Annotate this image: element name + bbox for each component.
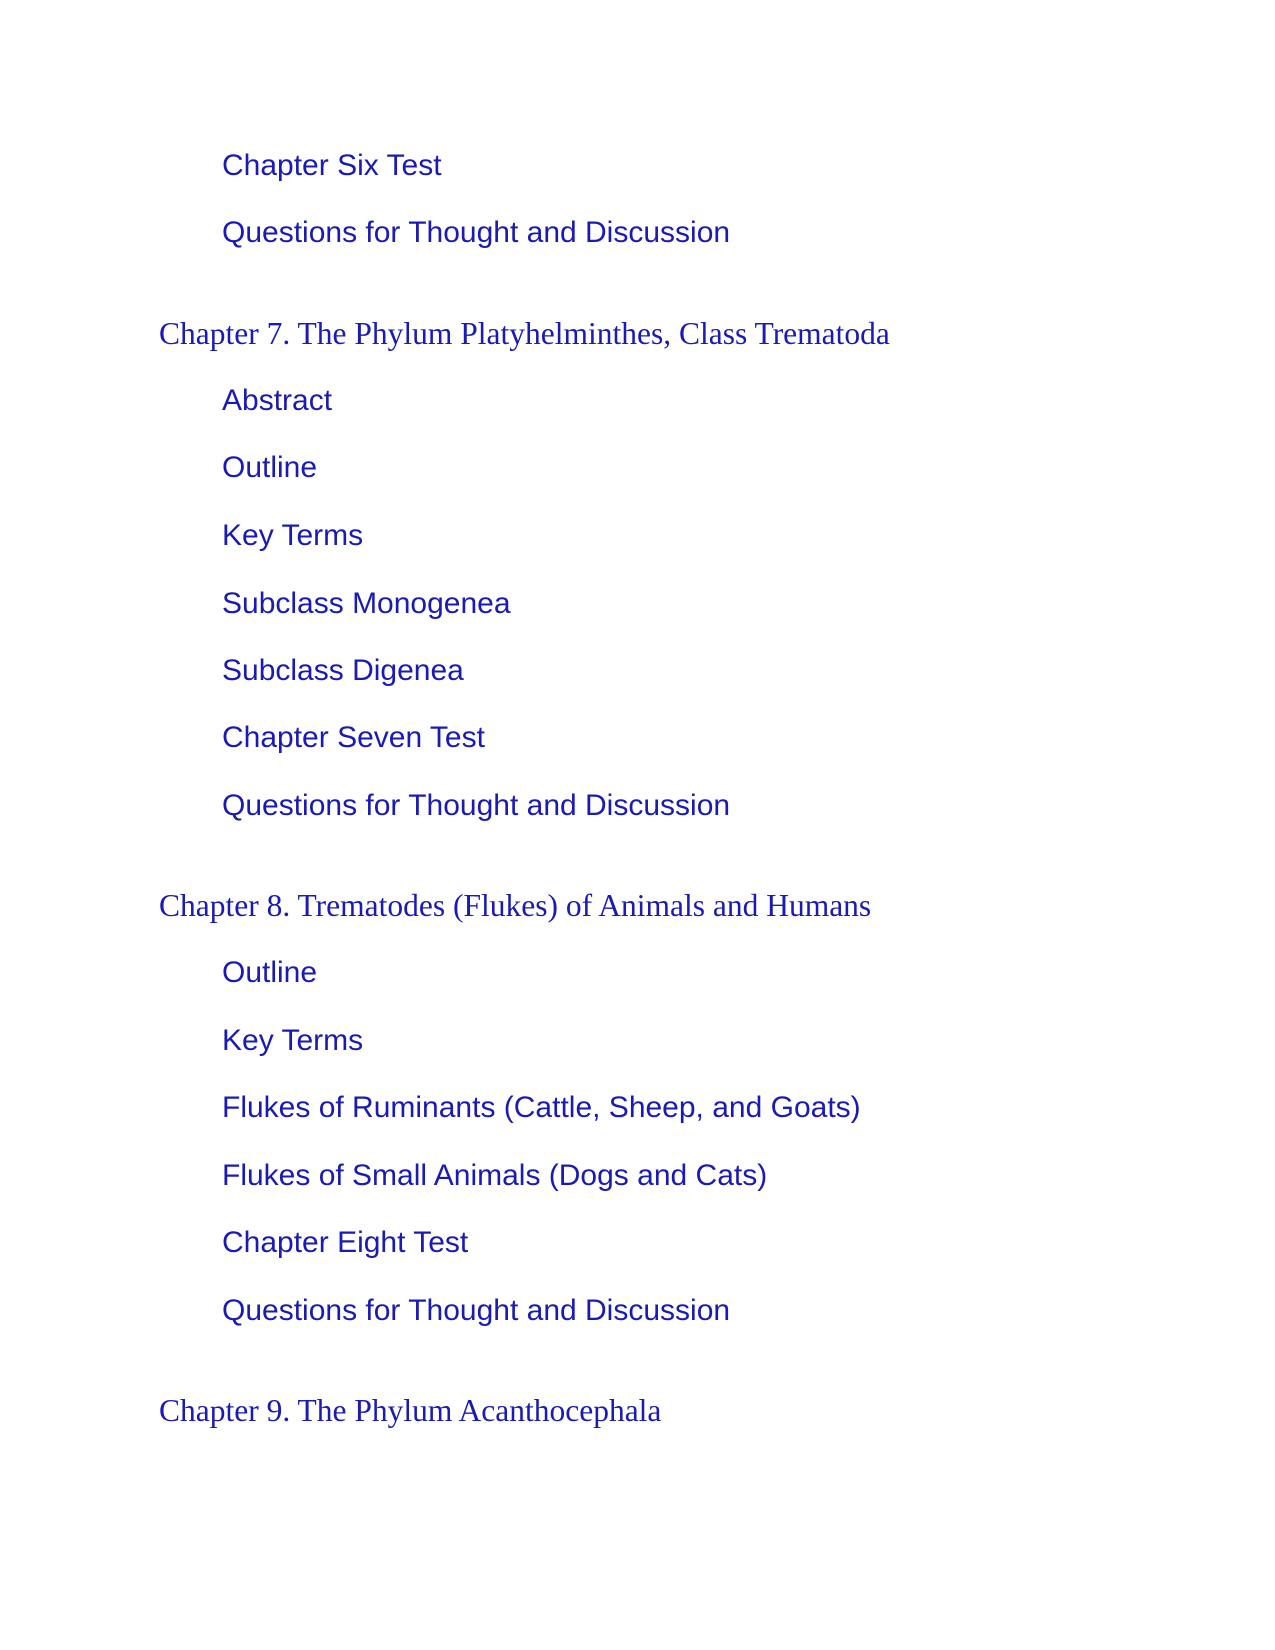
toc-link-flukes-of-small-animals[interactable]: Flukes of Small Animals (Dogs and Cats) bbox=[222, 1159, 768, 1192]
toc-link-chapter-9[interactable]: Chapter 9. The Phylum Acanthocephala bbox=[159, 1393, 662, 1428]
toc-link-chapter8-outline[interactable]: Outline bbox=[222, 956, 318, 989]
toc-link-subclass-digenea[interactable]: Subclass Digenea bbox=[222, 654, 464, 687]
toc-link-chapter8-key-terms[interactable]: Key Terms bbox=[222, 1024, 364, 1057]
toc-link-chapter-7[interactable]: Chapter 7. The Phylum Platyhelminthes, Class Trematoda bbox=[159, 316, 890, 351]
toc-link-chapter6-questions[interactable]: Questions for Thought and Discussion bbox=[222, 216, 731, 249]
toc-link-chapter7-outline[interactable]: Outline bbox=[222, 451, 318, 484]
toc-link-chapter7-key-terms[interactable]: Key Terms bbox=[222, 519, 364, 552]
toc-link-chapter7-questions[interactable]: Questions for Thought and Discussion bbox=[222, 789, 731, 822]
toc-link-chapter-8[interactable]: Chapter 8. Trematodes (Flukes) of Animals and Humans bbox=[159, 888, 872, 923]
toc-link-chapter-eight-test[interactable]: Chapter Eight Test bbox=[222, 1226, 469, 1259]
toc-link-chapter8-questions[interactable]: Questions for Thought and Discussion bbox=[222, 1294, 731, 1327]
toc-link-chapter-six-test[interactable]: Chapter Six Test bbox=[222, 149, 442, 182]
toc-link-chapter7-abstract[interactable]: Abstract bbox=[222, 384, 333, 417]
toc-link-subclass-monogenea[interactable]: Subclass Monogenea bbox=[222, 587, 511, 620]
toc-link-chapter-seven-test[interactable]: Chapter Seven Test bbox=[222, 721, 485, 754]
toc-link-flukes-of-ruminants[interactable]: Flukes of Ruminants (Cattle, Sheep, and Goats) bbox=[222, 1091, 861, 1124]
